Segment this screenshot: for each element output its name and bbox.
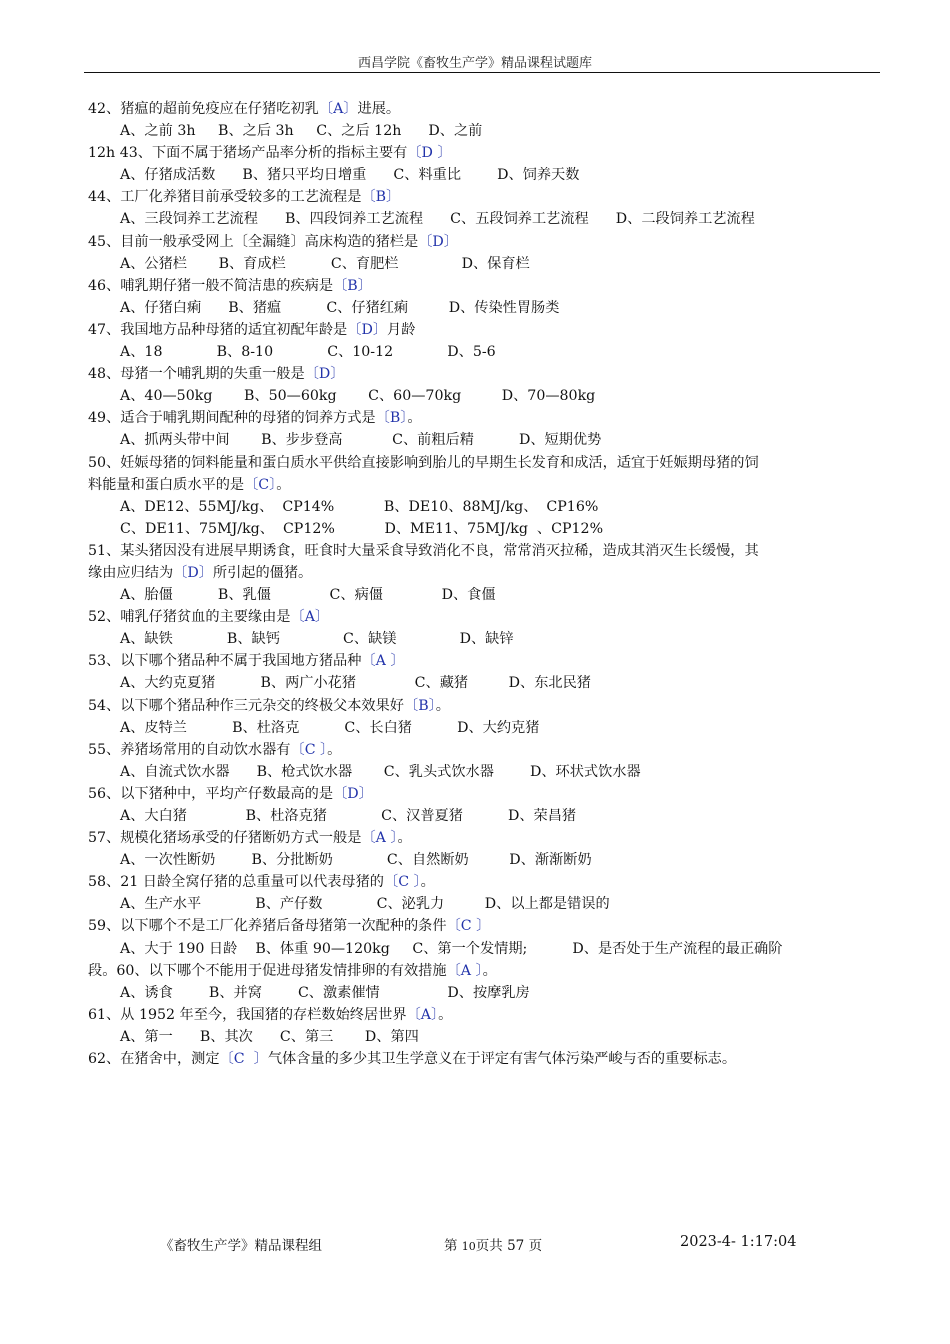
question-line bbox=[88, 231, 878, 253]
question-text: 47、我国地方品种母猪的适宜初配年龄是 bbox=[88, 321, 348, 338]
question-text: 55、养猪场常用的自动饮水器有 bbox=[88, 741, 291, 758]
question-suffix: 。 bbox=[435, 697, 450, 714]
question-line bbox=[88, 871, 878, 893]
answer-mark: 〔A 〕 bbox=[446, 962, 483, 979]
options-line: A、诱食 B、并窝 C、激素催情 D、按摩乳房 bbox=[120, 984, 530, 1001]
question-text: 50、妊娠母猪的饲料能量和蛋白质水平供给直接影响到胎儿的早期生长发育和成活，适宜于妊娠期母猪的饲 bbox=[88, 454, 759, 471]
question-text: 12h 43、下面不属于猪场产品率分析的指标主要有 bbox=[88, 145, 408, 162]
question-suffix: 气体含量的多少其卫生学意义在于评定有害气体污染严峻与否的重要标志。 bbox=[267, 1051, 737, 1068]
question-line bbox=[88, 1048, 878, 1070]
question-line bbox=[88, 474, 878, 496]
footer-page-number: 第 10页共 57 页 bbox=[444, 1238, 543, 1254]
question-line bbox=[88, 363, 878, 385]
question-text: 58、21 日龄全窝仔猪的总重量可以代表母猪的 bbox=[88, 874, 384, 891]
options-line: A、40—50kg B、50—60kg C、60—70kg D、70—80kg bbox=[120, 388, 596, 405]
question-text: 49、适合于哺乳期间配种的母猪的饲养方式是 bbox=[88, 410, 376, 427]
answer-mark: 〔B〕 bbox=[361, 189, 401, 206]
options-line: A、缺铁 B、缺钙 C、缺镁 D、缺锌 bbox=[120, 631, 514, 648]
total-pages: 57 bbox=[507, 1238, 525, 1254]
options-line: A、第一 B、其次 C、第三 D、第四 bbox=[120, 1028, 419, 1045]
question-suffix: 。 bbox=[438, 1006, 453, 1023]
options-line: A、一次性断奶 B、分批断奶 C、自然断奶 D、渐渐断奶 bbox=[120, 852, 592, 869]
question-line bbox=[88, 695, 878, 717]
answer-mark: 〔A〕 bbox=[290, 609, 330, 626]
question-line bbox=[88, 275, 878, 297]
options-line: A、自流式饮水器 B、枪式饮水器 C、乳头式饮水器 D、环状式饮水器 bbox=[120, 763, 641, 780]
question-line bbox=[88, 407, 878, 429]
options-line: A、三段饲养工艺流程 B、四段饲养工艺流程 C、五段饲养工艺流程 D、二段饲养工艺流程 bbox=[120, 211, 755, 228]
answer-mark: 〔A〕 bbox=[318, 101, 358, 117]
answer-mark: 〔C 〕 bbox=[446, 918, 491, 935]
answer-mark: 〔A 〕 bbox=[361, 653, 405, 670]
answer-mark: 〔C 〕 bbox=[290, 741, 328, 758]
question-line bbox=[88, 650, 878, 672]
answer-mark: 〔A 〕 bbox=[361, 830, 398, 847]
current-page: 10 bbox=[461, 1240, 476, 1253]
page-header bbox=[0, 52, 950, 71]
question-text: 57、规模化猪场承受的仔猪断奶方式一般是 bbox=[88, 830, 362, 847]
question-suffix: 所引起的僵猪。 bbox=[212, 564, 313, 581]
options-line: A、生产水平 B、产仔数 C、泌乳力 D、以上都是错误的 bbox=[120, 896, 610, 913]
question-suffix: 。 bbox=[397, 830, 412, 847]
question-suffix: 。 bbox=[276, 476, 291, 493]
question-suffix: 。 bbox=[482, 962, 497, 979]
question-text: 54、以下哪个猪品种作三元杂交的终极父本效果好 bbox=[88, 697, 404, 714]
question-suffix: 。 bbox=[407, 410, 422, 427]
options-line: A、大于 190 日龄 B、体重 90—120kg C、第一个发情期; D、是否处于生产流程的最正确阶 bbox=[120, 940, 783, 957]
question-line bbox=[88, 452, 878, 474]
answer-mark: 〔B〕 bbox=[375, 410, 408, 427]
question-text: 51、某头猪因没有进展早期诱食，旺食时大量采食导致消化不良，常常消灭拉稀，造成其消灭生长缓慢，其 bbox=[88, 542, 759, 559]
question-line bbox=[88, 827, 878, 849]
question-text: 48、母猪一个哺乳期的失重一般是 bbox=[88, 366, 305, 383]
answer-mark: 〔C〕 bbox=[244, 476, 277, 493]
options-line: A、之前 3h B、之后 3h C、之后 12h D、之前 bbox=[120, 123, 483, 140]
question-text: 61、从 1952 年至今，我国猪的存栏数始终居世界 bbox=[88, 1006, 407, 1023]
question-text: 53、以下哪个猪品种不属于我国地方猪品种 bbox=[88, 653, 362, 670]
header-title: 西昌学院《畜牧生产学》精品课程试题库 bbox=[357, 56, 592, 71]
question-line bbox=[88, 186, 878, 208]
question-line bbox=[88, 960, 878, 982]
question-suffix: 进展。 bbox=[357, 101, 401, 117]
question-list bbox=[88, 98, 878, 1070]
question-text: 段。60、以下哪个不能用于促进母猪发情排卵的有效措施 bbox=[88, 962, 447, 979]
options-line: A、仔猪成活数 B、猪只平均日增重 C、料重比 D、饲养天数 bbox=[120, 167, 580, 184]
answer-mark: 〔B〕 bbox=[404, 697, 436, 714]
options-line: A、抓两头带中间 B、步步登高 C、前粗后精 D、短期优势 bbox=[120, 432, 602, 449]
question-line bbox=[88, 606, 878, 628]
footer-course-group: 《畜牧生产学》精品课程组 bbox=[160, 1238, 322, 1254]
answer-mark: 〔A〕 bbox=[406, 1006, 439, 1023]
question-text: 46、哺乳期仔猪一般不简洁患的疾病是 bbox=[88, 277, 334, 294]
answer-mark: 〔D〕 bbox=[173, 564, 213, 581]
question-line bbox=[88, 915, 878, 937]
answer-mark: 〔B〕 bbox=[333, 277, 372, 294]
question-text: 45、目前一般承受网上〔全漏缝〕高床构造的猪栏是 bbox=[88, 233, 419, 250]
options-line: A、仔猪白痢 B、猪瘟 C、仔猪红痢 D、传染性胃肠类 bbox=[120, 299, 560, 316]
options-line: A、DE12、55MJ/kg、 CP14% B、DE10、88MJ/kg、 CP16% bbox=[120, 498, 599, 515]
answer-mark: 〔D〕 bbox=[418, 233, 458, 250]
options-line: A、公猪栏 B、育成栏 C、育肥栏 D、保育栏 bbox=[120, 255, 530, 272]
answer-mark: 〔D〕 bbox=[347, 321, 388, 338]
question-line bbox=[88, 1004, 878, 1026]
question-text: 料能量和蛋白质水平的是 bbox=[88, 476, 245, 493]
question-suffix: 月龄 bbox=[387, 321, 416, 338]
answer-mark: 〔C 〕 bbox=[384, 874, 421, 891]
answer-mark: 〔D〕 bbox=[333, 785, 373, 802]
question-line bbox=[88, 562, 878, 584]
options-line: A、胎僵 B、乳僵 C、病僵 D、食僵 bbox=[120, 587, 496, 604]
answer-mark: 〔D 〕 bbox=[407, 145, 452, 162]
question-text: 42、猪瘟的超前免疫应在仔猪吃初乳 bbox=[88, 101, 319, 117]
question-line bbox=[88, 142, 878, 164]
options-line: A、18 B、8-10 C、10-12 D、5-6 bbox=[120, 344, 496, 361]
question-suffix: 。 bbox=[420, 874, 435, 891]
question-text: 56、以下猪种中，平均产仔数最高的是 bbox=[88, 785, 334, 802]
question-text: 52、哺乳仔猪贫血的主要缘由是 bbox=[88, 609, 291, 626]
options-line: C、DE11、75MJ/kg、 CP12% D、ME11、75MJ/kg 、CP12% bbox=[120, 520, 604, 537]
question-line bbox=[88, 783, 878, 805]
options-line: A、皮特兰 B、杜洛克 C、长白猪 D、大约克猪 bbox=[120, 719, 540, 736]
header-divider bbox=[84, 72, 880, 73]
footer-datetime: 2023-4- 1:17:04 bbox=[680, 1234, 797, 1250]
question-line bbox=[88, 739, 878, 761]
options-line: A、大白猪 B、杜洛克猪 C、汉普夏猪 D、荣昌猪 bbox=[120, 808, 577, 824]
options-line: A、大约克夏猪 B、两广小花猪 C、藏猪 D、东北民猪 bbox=[120, 675, 591, 692]
question-line bbox=[88, 98, 878, 120]
question-text: 44、工厂化养猪目前承受较多的工艺流程是 bbox=[88, 189, 362, 206]
question-text: 缘由应归结为 bbox=[88, 564, 174, 581]
question-line bbox=[88, 540, 878, 562]
question-suffix: 。 bbox=[327, 741, 342, 758]
answer-mark: 〔C 〕 bbox=[219, 1051, 268, 1068]
question-line bbox=[88, 319, 878, 341]
question-text: 59、以下哪个不是工厂化养猪后备母猪第一次配种的条件 bbox=[88, 918, 447, 935]
answer-mark: 〔D〕 bbox=[304, 366, 345, 383]
question-text: 62、在猪舍中，测定 bbox=[88, 1051, 220, 1068]
